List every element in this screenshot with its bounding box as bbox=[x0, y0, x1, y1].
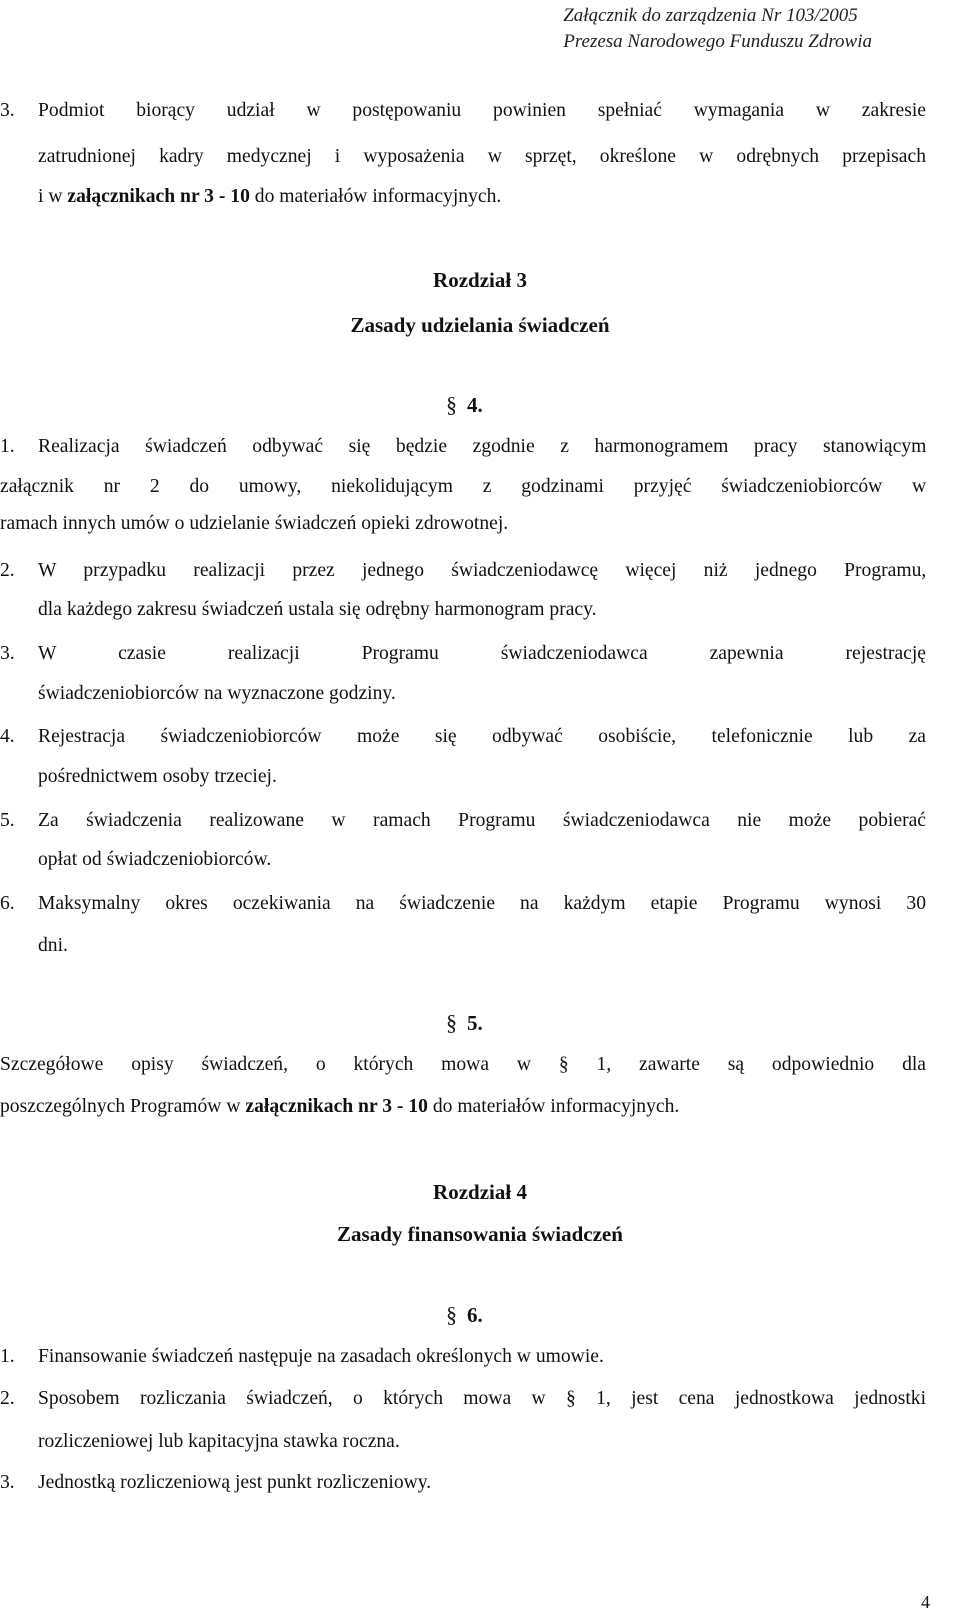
text-line: Podmiot biorący udział w postępowaniu powinien spełniać wymagania w zakresie bbox=[38, 100, 926, 121]
text-line: dni. bbox=[38, 935, 68, 956]
section-sign: § bbox=[446, 1010, 457, 1035]
section-sign: § bbox=[446, 1302, 457, 1327]
item-number: 6. bbox=[0, 893, 15, 914]
chapter-subtitle: Zasady udzielania świadczeń bbox=[350, 313, 610, 337]
section-sign: § bbox=[558, 1054, 569, 1075]
item-number: 2. bbox=[0, 560, 15, 581]
bold-reference: załącznikach nr 3 - 10 bbox=[245, 1096, 428, 1117]
text-line: pośrednictwem osoby trzeciej. bbox=[38, 766, 277, 787]
header-line-2: Prezesa Narodowego Funduszu Zdrowia bbox=[563, 31, 872, 52]
text-line: i w załącznikach nr 3 - 10 do materiałów informacyjnych. bbox=[38, 186, 502, 207]
text-line: dla każdego zakresu świadczeń ustala się odrębny harmonogram pracy. bbox=[38, 599, 597, 620]
header-line-1: Załącznik do zarządzenia Nr 103/2005 bbox=[563, 5, 858, 26]
text-line: zatrudnionej kadry medycznej i wyposażenia w sprzęt, określone w odrębnych przepisach bbox=[38, 146, 926, 167]
text-line: rozliczeniowej lub kapitacyjna stawka roczna. bbox=[38, 1431, 400, 1452]
text-line: Za świadczenia realizowane w ramach Programu świadczeniodawca nie może pobierać bbox=[38, 810, 926, 831]
item-number: 3. bbox=[0, 100, 15, 121]
text-line: ramach innych umów o udzielanie świadczeń opieki zdrowotnej. bbox=[0, 513, 509, 534]
text-line: załącznik nr 2 do umowy, niekolidującym z godzinami przyjęć świadczeniobiorców w bbox=[0, 476, 927, 497]
chapter-title: Rozdział 3 bbox=[433, 268, 527, 292]
item-number: 5. bbox=[0, 810, 15, 831]
text-line: Sposobem rozliczania świadczeń, o których mowa w § 1, jest cena jednostkowa jednostki bbox=[38, 1388, 927, 1409]
paragraph-heading: § 6. bbox=[446, 1302, 483, 1327]
text-line: poszczególnych Programów w załącznikach nr 3 - 10 do materiałów informacyjnych. bbox=[0, 1096, 680, 1117]
text-line: Realizacja świadczeń odbywać się będzie zgodnie z harmonogramem pracy stanowiącym bbox=[38, 436, 927, 457]
chapter-subtitle: Zasady finansowania świadczeń bbox=[337, 1222, 623, 1246]
text-line: W czasie realizacji Programu świadczeniodawca zapewnia rejestrację bbox=[38, 643, 926, 664]
text-line: świadczeniobiorców na wyznaczone godziny. bbox=[38, 683, 396, 704]
text-line: Rejestracja świadczeniobiorców może się odbywać osobiście, telefonicznie lub za bbox=[38, 726, 926, 747]
section-sign: § bbox=[446, 392, 457, 417]
paragraph-heading: § 4. bbox=[446, 392, 483, 417]
text-line: Finansowanie świadczeń następuje na zasadach określonych w umowie. bbox=[38, 1346, 604, 1367]
text-line: W przypadku realizacji przez jednego świadczeniodawcę więcej niż jednego Programu, bbox=[38, 560, 927, 581]
text-line: Jednostką rozliczeniową jest punkt rozliczeniowy. bbox=[38, 1472, 432, 1493]
item-number: 4. bbox=[0, 726, 15, 747]
item-number: 1. bbox=[0, 1346, 15, 1367]
text-line: Maksymalny okres oczekiwania na świadczenie na każdym etapie Programu wynosi 30 bbox=[38, 893, 926, 914]
item-number: 2. bbox=[0, 1388, 15, 1409]
text-line: opłat od świadczeniobiorców. bbox=[38, 849, 272, 870]
section-sign: § bbox=[565, 1388, 576, 1409]
paragraph-heading: § 5. bbox=[446, 1010, 483, 1035]
item-number: 1. bbox=[0, 436, 15, 457]
chapter-title: Rozdział 4 bbox=[433, 1180, 527, 1204]
bold-reference: załącznikach nr 3 - 10 bbox=[67, 186, 250, 207]
text-line: Szczegółowe opisy świadczeń, o których mowa w § 1, zawarte są odpowiednio dla bbox=[0, 1054, 927, 1075]
document-header bbox=[563, 3, 872, 55]
item-number: 3. bbox=[0, 643, 15, 664]
item-number: 3. bbox=[0, 1472, 15, 1493]
page-number: 4 bbox=[921, 1592, 930, 1612]
